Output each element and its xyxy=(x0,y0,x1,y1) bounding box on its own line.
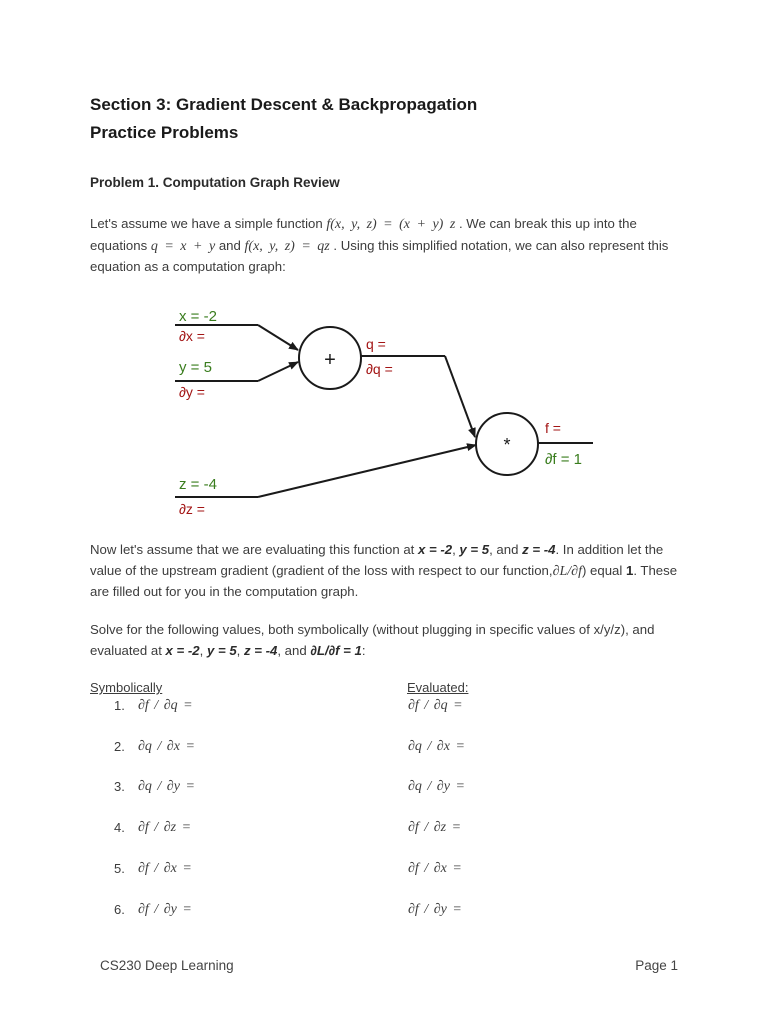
question-row-1 xyxy=(0,698,768,718)
para2-math-dl-df: ∂L/∂f xyxy=(552,563,582,579)
evaluated-expression: ∂f / ∂q = xyxy=(408,698,463,713)
para3-x-value: x = -2 xyxy=(165,642,200,658)
x-value-label: x = -2 xyxy=(179,308,217,325)
para2-text-6: . These are filled out for you in the computation graph. xyxy=(90,562,678,599)
question-number: 3. xyxy=(114,779,125,794)
symbolic-column-header: Symbolically xyxy=(90,680,163,695)
para2-text-5: ) equal xyxy=(581,562,626,578)
symbolic-expression: ∂f / ∂q = xyxy=(138,698,193,713)
para2-text-4: . In addition let the value of the upstream gradient (gradient of the loss with respect to our function, xyxy=(90,542,664,578)
para2-y-value: y = 5 xyxy=(459,542,490,557)
y-value-label: y = 5 xyxy=(179,359,212,376)
z-gradient-label: ∂z = xyxy=(179,501,205,517)
plus-symbol: + xyxy=(324,349,336,371)
footer-course: CS230 Deep Learning xyxy=(100,958,234,973)
section-subtitle: Practice Problems xyxy=(90,123,239,142)
intro-text-3: and xyxy=(215,237,245,253)
question-number: 2. xyxy=(114,739,125,754)
para3-text-2: , xyxy=(199,642,207,658)
x-to-plus-edge xyxy=(258,325,298,350)
evaluated-expression: ∂q / ∂x = xyxy=(408,739,465,754)
f-gradient-label: ∂f = 1 xyxy=(545,451,583,468)
q-gradient-label: ∂q = xyxy=(366,361,393,377)
x-gradient-label: ∂x = xyxy=(179,328,205,344)
q-to-mult-edge xyxy=(445,356,475,437)
question-number: 5. xyxy=(114,861,125,876)
q-value-label: q = xyxy=(366,336,386,352)
para2-upstream-value: 1 xyxy=(625,562,634,578)
para2-text-1: Now let's assume that we are evaluating this function at xyxy=(90,542,418,557)
intro-text-2: . We can break this up into the equations xyxy=(90,216,637,253)
problem-1-heading: Problem 1. Computation Graph Review xyxy=(90,175,340,190)
evaluated-expression: ∂q / ∂y = xyxy=(408,779,465,794)
intro-math-function: f(x, y, z) = (x + y) z xyxy=(326,217,456,232)
question-row-5 xyxy=(0,861,768,881)
para2-text-2: , xyxy=(452,542,460,557)
para3-text-1: Solve for the following values, both symbolically (without plugging in specific values of x/y/z), and evaluated at xyxy=(90,622,655,658)
evaluated-expression: ∂f / ∂x = xyxy=(408,861,462,876)
z-to-mult-edge xyxy=(258,445,476,497)
question-row-2 xyxy=(0,739,768,759)
para2-text-3: , and xyxy=(489,542,523,557)
question-row-4 xyxy=(0,820,768,840)
evaluated-expression: ∂f / ∂z = xyxy=(408,820,462,835)
symbolic-expression: ∂q / ∂x = xyxy=(138,739,195,754)
intro-text-4: . Using this simplified notation, we can also represent this equation as a computation graph: xyxy=(90,237,669,274)
intro-math-f: f(x, y, z) = qz xyxy=(244,238,330,254)
section-title: Section 3: Gradient Descent & Backpropagation xyxy=(90,95,478,114)
f-value-label: f = xyxy=(545,420,561,436)
z-value-label: z = -4 xyxy=(179,476,217,493)
question-row-3 xyxy=(0,779,768,799)
multiply-symbol: * xyxy=(503,435,511,455)
para3-text-3: , xyxy=(236,642,244,658)
symbolic-expression: ∂f / ∂x = xyxy=(138,861,192,876)
y-gradient-label: ∂y = xyxy=(179,384,205,400)
para2-x-value: x = -2 xyxy=(417,542,453,557)
question-number: 4. xyxy=(114,820,125,835)
intro-text-1: Let's assume we have a simple function xyxy=(90,216,327,231)
symbolic-expression: ∂f / ∂z = xyxy=(138,820,192,835)
para2-z-value: z = -4 xyxy=(522,542,556,557)
question-number: 1. xyxy=(114,698,125,713)
para3-y-value: y = 5 xyxy=(206,642,237,658)
para3-text-4: , and xyxy=(277,642,311,658)
symbolic-expression: ∂f / ∂y = xyxy=(138,902,192,917)
para3-text-5: : xyxy=(361,642,366,658)
para3-upstream-value: ∂L/∂f = 1 xyxy=(310,642,362,658)
question-row-6 xyxy=(0,902,768,922)
symbolic-expression: ∂q / ∂y = xyxy=(138,779,195,794)
instructions-paragraph xyxy=(90,620,690,661)
footer-page-number: Page 1 xyxy=(635,958,678,973)
evaluated-column-header: Evaluated: xyxy=(407,680,469,695)
evaluation-paragraph xyxy=(90,540,690,603)
intro-math-q: q = x + y xyxy=(150,238,216,254)
question-number: 6. xyxy=(114,902,125,917)
y-to-plus-edge xyxy=(258,362,298,381)
evaluated-expression: ∂f / ∂y = xyxy=(408,902,462,917)
para3-z-value: z = -4 xyxy=(243,642,278,658)
